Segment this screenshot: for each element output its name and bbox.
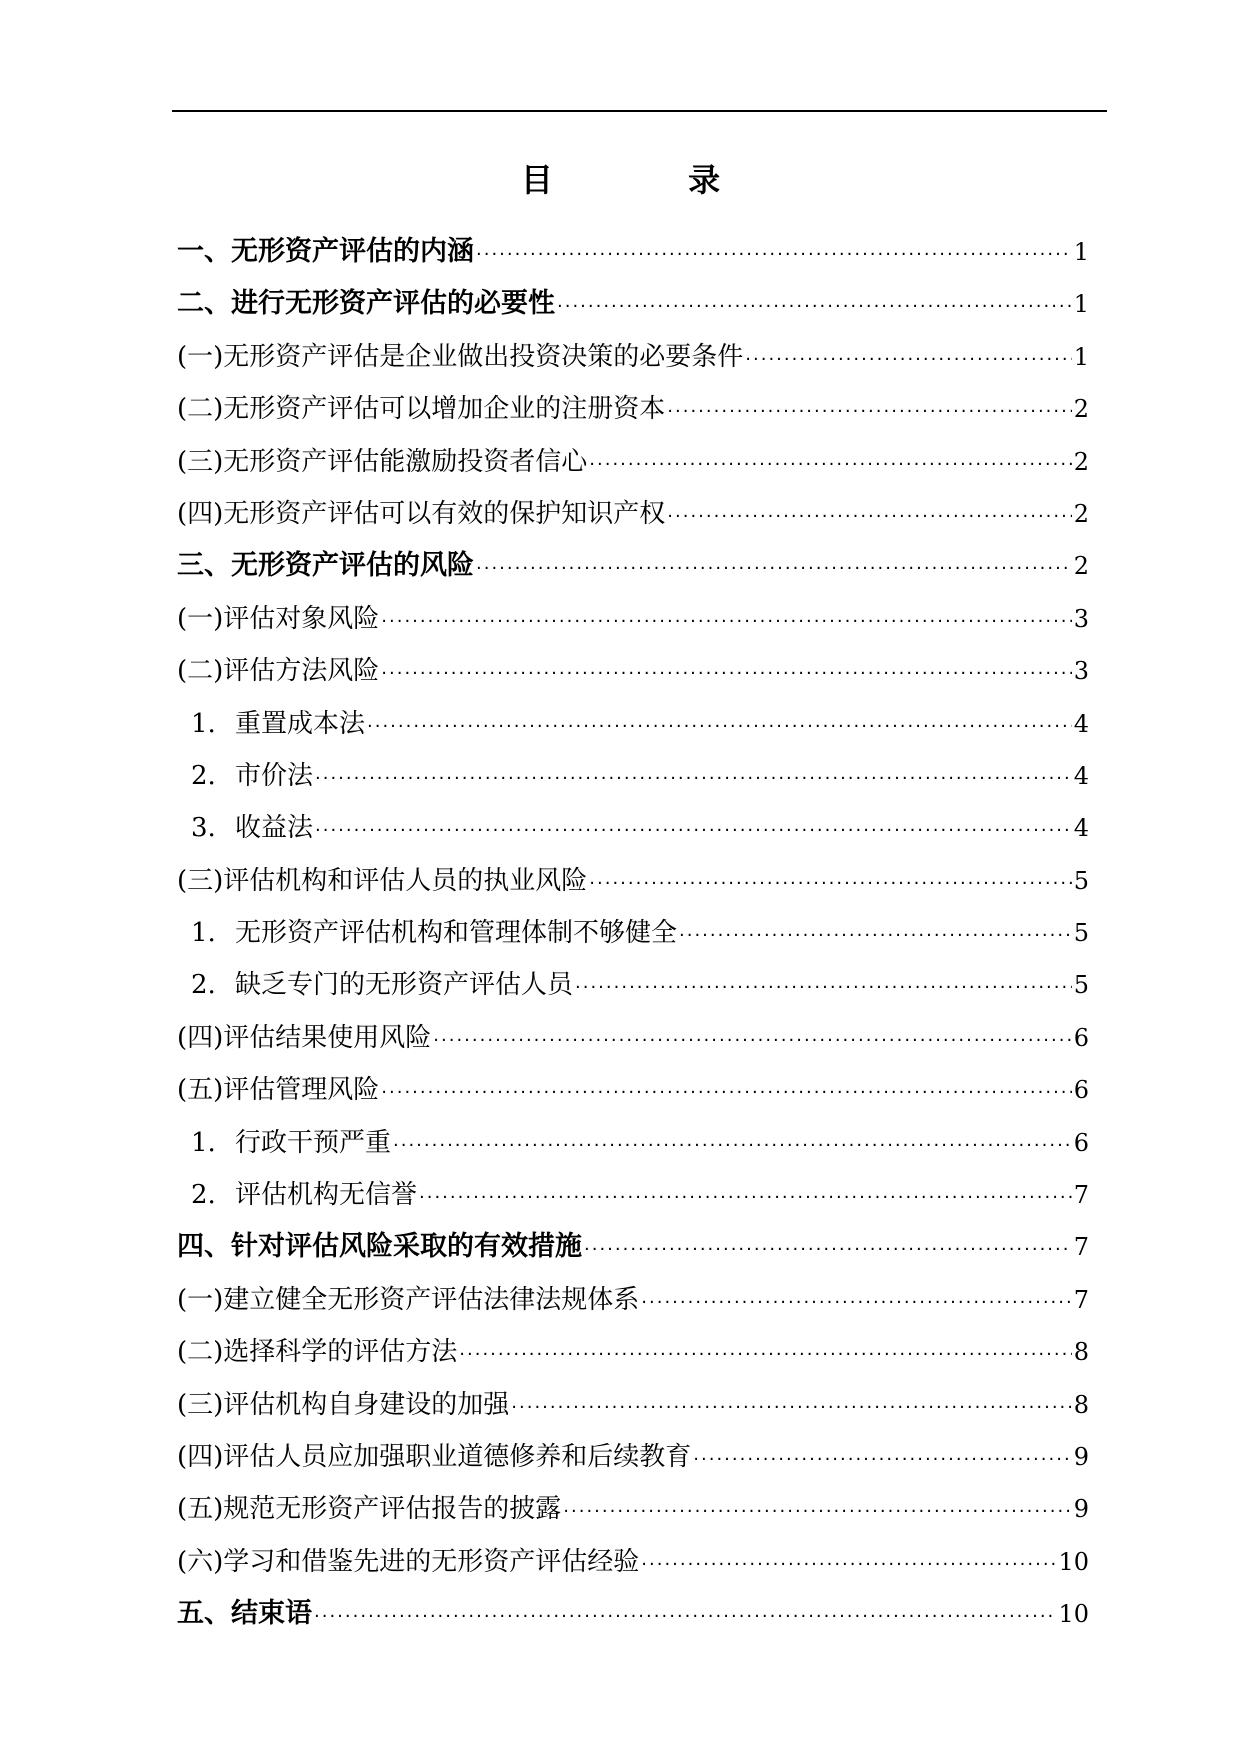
toc-entry-number: 2. bbox=[191, 760, 216, 791]
toc-entry-title: 无形资产评估机构和管理体制不够健全 bbox=[235, 918, 678, 949]
dot-leader bbox=[459, 1329, 1071, 1381]
toc-entry-title: 市价法 bbox=[235, 760, 314, 791]
dot-leader bbox=[314, 1591, 1056, 1643]
toc-page-number: 6 bbox=[1073, 1076, 1089, 1105]
toc-page-number: 5 bbox=[1073, 971, 1089, 1000]
toc-entry-title: 缺乏专门的无形资产评估人员 bbox=[235, 970, 574, 1001]
toc-entry-title: 五、结束语 bbox=[177, 1598, 312, 1630]
toc-entry[interactable] bbox=[177, 540, 1089, 592]
toc-entry[interactable] bbox=[177, 1169, 1089, 1221]
header-rule bbox=[172, 110, 1107, 112]
toc-entry[interactable] bbox=[177, 1064, 1089, 1116]
toc-page-number: 3 bbox=[1073, 604, 1089, 633]
dot-leader bbox=[679, 910, 1072, 962]
dot-leader bbox=[419, 1172, 1072, 1224]
toc-page-number: 7 bbox=[1073, 1181, 1089, 1210]
dot-leader bbox=[589, 439, 1071, 491]
toc-entry-title: (一)建立健全无形资产评估法律法规体系 bbox=[177, 1284, 640, 1315]
toc-entry[interactable] bbox=[177, 1117, 1089, 1169]
dot-leader bbox=[641, 1539, 1056, 1591]
dot-leader bbox=[557, 281, 1072, 333]
toc-page-number: 4 bbox=[1073, 761, 1089, 790]
toc-entry-title: (三)无形资产评估能激励投资者信心 bbox=[177, 446, 588, 477]
toc-entry-title: (四)评估结果使用风险 bbox=[177, 1022, 432, 1053]
toc-entry-title: 收益法 bbox=[235, 813, 314, 844]
toc-entry[interactable] bbox=[177, 1379, 1089, 1431]
toc-entry[interactable] bbox=[177, 1326, 1089, 1378]
toc-entry-title: (二)无形资产评估可以增加企业的注册资本 bbox=[177, 394, 666, 425]
toc-entry-title: (二)选择科学的评估方法 bbox=[177, 1337, 458, 1368]
dot-leader bbox=[693, 1434, 1071, 1486]
toc-page-number: 7 bbox=[1073, 1233, 1089, 1262]
toc-page-number: 1 bbox=[1073, 238, 1089, 266]
dot-leader bbox=[667, 491, 1071, 543]
dot-leader bbox=[476, 543, 1072, 595]
toc-entry-title: 行政干预严重 bbox=[235, 1127, 392, 1158]
toc-page-number: 6 bbox=[1073, 1128, 1089, 1157]
toc-entry-title: 四、针对评估风险采取的有效措施 bbox=[177, 1231, 582, 1263]
toc-entry[interactable] bbox=[177, 488, 1089, 540]
toc-entry-title: (五)评估管理风险 bbox=[177, 1075, 380, 1106]
toc-entry[interactable] bbox=[177, 959, 1089, 1011]
toc-entry[interactable] bbox=[177, 1536, 1089, 1588]
toc-title: 目 录 bbox=[520, 161, 783, 199]
toc-entry-number: 1. bbox=[191, 708, 216, 739]
toc-page-number: 9 bbox=[1073, 1442, 1089, 1471]
toc-entry[interactable] bbox=[177, 645, 1089, 697]
dot-leader bbox=[381, 648, 1071, 700]
toc-entry-title: (四)无形资产评估可以有效的保护知识产权 bbox=[177, 498, 666, 529]
toc-entry[interactable] bbox=[177, 802, 1089, 854]
toc-entry-title: (三)评估机构自身建设的加强 bbox=[177, 1389, 510, 1420]
toc-entry[interactable] bbox=[177, 593, 1089, 645]
toc-entry[interactable] bbox=[177, 1431, 1089, 1483]
toc-entry[interactable] bbox=[177, 278, 1089, 330]
toc-page-number: 2 bbox=[1073, 447, 1089, 476]
toc-page-number: 7 bbox=[1073, 1285, 1089, 1314]
toc-entry[interactable] bbox=[177, 1012, 1089, 1064]
toc-entry-title: (六)学习和借鉴先进的无形资产评估经验 bbox=[177, 1546, 640, 1577]
toc-entry-title: (一)评估对象风险 bbox=[177, 603, 380, 634]
toc-entry[interactable] bbox=[177, 1588, 1089, 1640]
toc-page-number: 2 bbox=[1073, 395, 1089, 424]
dot-leader bbox=[667, 386, 1071, 438]
dot-leader bbox=[563, 1486, 1071, 1538]
toc-page-number: 4 bbox=[1073, 814, 1089, 843]
toc-entry-title: (五)规范无形资产评估报告的披露 bbox=[177, 1494, 562, 1525]
dot-leader bbox=[367, 701, 1072, 753]
toc-page-number: 8 bbox=[1073, 1338, 1089, 1367]
toc-page-number: 5 bbox=[1073, 919, 1089, 948]
dot-leader bbox=[575, 962, 1072, 1014]
dot-leader bbox=[584, 1224, 1072, 1276]
dot-leader bbox=[393, 1120, 1072, 1172]
toc-page-number: 10 bbox=[1058, 1600, 1089, 1629]
toc-entry-number: 2. bbox=[191, 1180, 216, 1211]
toc-page-number: 5 bbox=[1073, 866, 1089, 895]
dot-leader bbox=[589, 858, 1071, 910]
dot-leader bbox=[381, 596, 1071, 648]
toc-entry[interactable] bbox=[177, 1274, 1089, 1326]
dot-leader bbox=[381, 1067, 1071, 1119]
toc-page-number: 1 bbox=[1073, 290, 1089, 319]
toc-page-number: 4 bbox=[1073, 709, 1089, 738]
dot-leader bbox=[315, 753, 1072, 805]
toc-entry[interactable] bbox=[177, 436, 1089, 488]
toc-page-number: 2 bbox=[1073, 499, 1089, 528]
toc-page-number: 8 bbox=[1073, 1390, 1089, 1419]
dot-leader bbox=[315, 805, 1072, 857]
toc-page-number: 2 bbox=[1073, 552, 1089, 581]
toc-entry[interactable] bbox=[177, 750, 1089, 802]
toc-entry-number: 3. bbox=[191, 813, 216, 844]
dot-leader bbox=[745, 334, 1071, 386]
toc-entry-title: (一)无形资产评估是企业做出投资决策的必要条件 bbox=[177, 341, 744, 372]
toc-entry-title: 三、无形资产评估的风险 bbox=[177, 550, 474, 582]
toc-page-number: 3 bbox=[1073, 657, 1089, 686]
toc-entry[interactable] bbox=[177, 907, 1089, 959]
toc-entry[interactable] bbox=[177, 1221, 1089, 1273]
toc-entry-title: 重置成本法 bbox=[235, 708, 366, 739]
toc-entry-number: 2. bbox=[191, 970, 216, 1001]
dot-leader bbox=[511, 1382, 1071, 1434]
dot-leader bbox=[433, 1015, 1071, 1067]
toc-page-number: 1 bbox=[1073, 342, 1089, 371]
toc-entry-number: 1. bbox=[191, 1127, 216, 1158]
toc-entry-title: 评估机构无信誉 bbox=[235, 1180, 418, 1211]
toc-entry-title: 一、无形资产评估的内涵 bbox=[177, 236, 474, 267]
dot-leader bbox=[476, 229, 1072, 281]
toc-page-number: 10 bbox=[1058, 1547, 1089, 1576]
toc-entry[interactable] bbox=[177, 698, 1089, 750]
toc-entry-title: (三)评估机构和评估人员的执业风险 bbox=[177, 865, 588, 896]
toc-page-number: 9 bbox=[1073, 1495, 1089, 1524]
toc-page-number: 6 bbox=[1073, 1023, 1089, 1052]
toc-entry-number: 1. bbox=[191, 918, 216, 949]
toc-entry-title: 二、进行无形资产评估的必要性 bbox=[177, 288, 555, 320]
toc-entry-title: (二)评估方法风险 bbox=[177, 656, 380, 687]
table-of-contents bbox=[177, 226, 1089, 1641]
toc-entry[interactable] bbox=[177, 331, 1089, 383]
toc-entry[interactable] bbox=[177, 226, 1089, 278]
toc-entry[interactable] bbox=[177, 383, 1089, 435]
toc-entry[interactable] bbox=[177, 855, 1089, 907]
toc-entry[interactable] bbox=[177, 1483, 1089, 1535]
dot-leader bbox=[641, 1277, 1071, 1329]
toc-entry-title: (四)评估人员应加强职业道德修养和后续教育 bbox=[177, 1441, 692, 1472]
